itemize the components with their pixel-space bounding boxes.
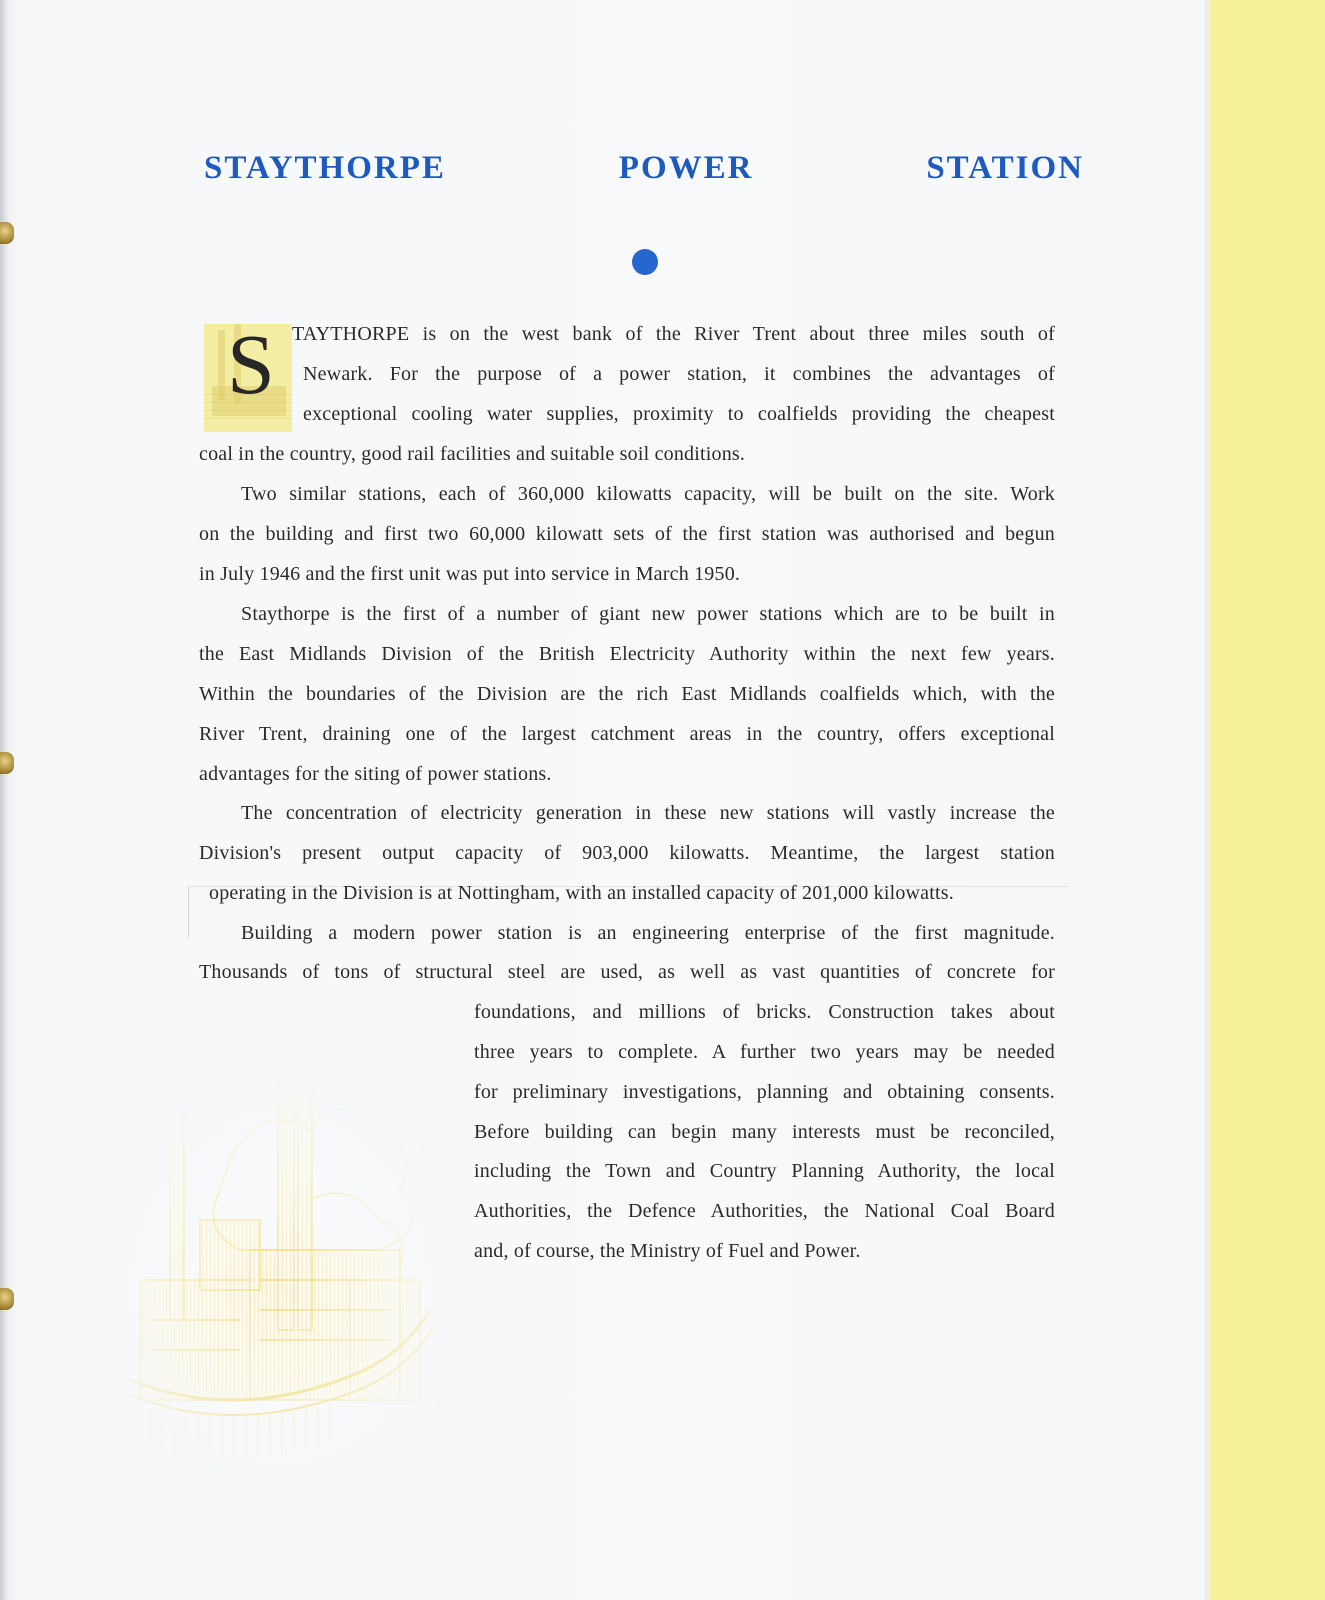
binding-staple	[0, 1288, 14, 1310]
text-line: Newark. For the purpose of a power station, it combines the advantages of	[303, 363, 1055, 385]
text-line: the East Midlands Division of the British Electricity Authority within the next few years.	[199, 643, 1055, 665]
power-station-illustration-icon	[110, 1080, 440, 1460]
text-line: foundations, and millions of bricks. Construction takes about	[474, 1001, 1055, 1023]
text-line: on the building and first two 60,000 kilowatt sets of the first station was authorised and begun	[199, 523, 1055, 545]
text-line: including the Town and Country Planning Authority, the local	[474, 1160, 1055, 1182]
binding-staple	[0, 222, 14, 244]
text-line: River Trent, draining one of the largest catchment areas in the country, offers exceptional	[199, 723, 1055, 745]
text-line: in July 1946 and the first unit was put into service in March 1950.	[199, 563, 741, 585]
text-line: exceptional cooling water supplies, proximity to coalfields providing the cheapest	[303, 403, 1055, 425]
text-line: operating in the Division is at Nottingham, with an installed capacity of 201,000 kilowatts.	[209, 882, 954, 904]
text-line: and, of course, the Ministry of Fuel and Power.	[474, 1240, 861, 1262]
text-line: coal in the country, good rail facilities and suitable soil conditions.	[199, 443, 746, 465]
text-line: for preliminary investigations, planning and obtaining consents.	[474, 1081, 1055, 1103]
title-word: STAYTHORPE	[204, 149, 446, 186]
yellow-side-sheet	[1210, 0, 1325, 1600]
title-word: STATION	[926, 149, 1084, 186]
text-line: Staythorpe is the first of a number of giant new power stations which are to be built in	[241, 603, 1055, 625]
dropcap-letter: S	[227, 316, 275, 412]
text-line: Division's present output capacity of 903,000 kilowatts. Meantime, the largest station	[199, 842, 1055, 864]
title-word: POWER	[618, 149, 754, 186]
text-line: Before building can begin many interests must be reconciled,	[474, 1121, 1055, 1143]
text-line: Two similar stations, each of 360,000 kilowatts capacity, will be built on the site. Work	[241, 483, 1055, 505]
text-line: advantages for the siting of power stations.	[199, 763, 552, 785]
text-line: Authorities, the Defence Authorities, the National Coal Board	[474, 1200, 1055, 1222]
text-line: TAYTHORPE is on the west bank of the River Trent about three miles south of	[292, 323, 1055, 345]
text-line: The concentration of electricity generation in these new stations will vastly increase the	[241, 802, 1055, 824]
blue-dot-ornament-icon	[632, 249, 658, 275]
text-line: Thousands of tons of structural steel are used, as well as vast quantities of concrete for	[199, 961, 1055, 983]
binding-staple	[0, 752, 14, 774]
text-line: Within the boundaries of the Division are the rich East Midlands coalfields which, with the	[199, 683, 1055, 705]
text-line: Building a modern power station is an engineering enterprise of the first magnitude.	[241, 922, 1055, 944]
text-line: three years to complete. A further two years may be needed	[474, 1041, 1055, 1063]
page-title	[204, 148, 1084, 188]
